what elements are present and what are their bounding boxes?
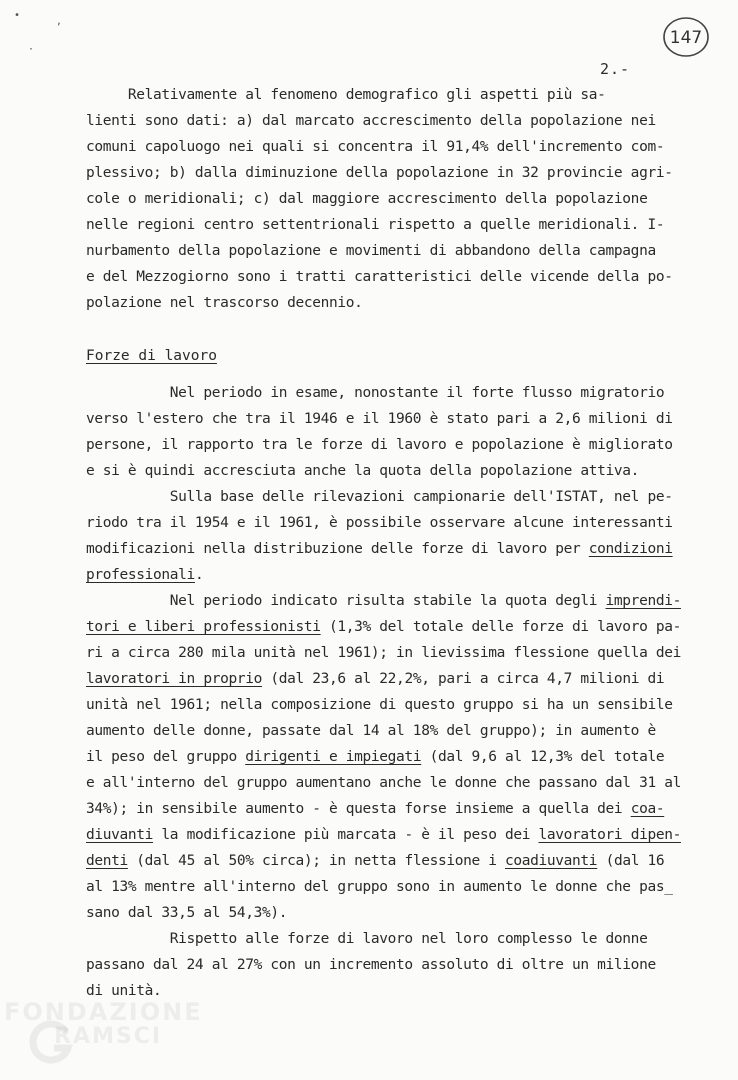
- underlined-term: diuvanti: [86, 827, 154, 843]
- text-fragment: (dal 45 al 50% circa); in netta flessione i: [127, 853, 505, 869]
- underlined-term: professionali: [86, 567, 195, 583]
- archive-page-stamp: [661, 14, 711, 60]
- watermark-text: FONDAZIONE: [4, 998, 203, 1026]
- text-fragment: il peso del gruppo: [86, 749, 246, 765]
- paper-speck: ,: [56, 16, 63, 27]
- heading-text: Forze di lavoro: [86, 348, 217, 364]
- underlined-term: condizioni: [588, 541, 673, 557]
- text-line: comuni capoluogo nei quali si concentra il 91,4% dell'incremento com-: [86, 139, 665, 155]
- text-line: passano dal 24 al 27% con un incremento assoluto di oltre un milione: [86, 957, 656, 973]
- text-line: verso l'estero che tra il 1946 e il 1960 è stato pari a 2,6 milioni di: [86, 411, 673, 427]
- text-line: cole o meridionali; c) dal maggiore accrescimento della popolazione: [86, 191, 648, 207]
- text-line: [86, 614, 706, 640]
- text-line: [86, 536, 706, 562]
- text-line: [86, 562, 706, 588]
- text-line: Relativamente al fenomeno demografico gli aspetti più sa-: [86, 87, 606, 103]
- page-number: 2.-: [600, 60, 631, 78]
- text-line: nelle regioni centro settentrionali rispetto a quelle meridionali. I-: [86, 217, 665, 233]
- paper-speck: •: [14, 10, 21, 21]
- underlined-term: lavoratori in proprio: [86, 671, 262, 687]
- text-fragment: (dal 23,6 al 22,2%, pari a circa 4,7 milioni di: [261, 671, 665, 687]
- underlined-term: coa-: [630, 801, 665, 817]
- text-line: polazione nel trascorso decennio.: [86, 295, 363, 311]
- text-fragment: 34%); in sensibile aumento - è questa forse insieme a quella dei: [86, 801, 631, 817]
- text-fragment: .: [194, 567, 204, 583]
- text-line: Rispetto alle forze di lavoro nel loro complesso le donne: [86, 931, 648, 947]
- paragraph-professional-conditions: [86, 588, 706, 926]
- text-line: [86, 796, 706, 822]
- text-fragment: (dal 9,6 al 12,3% del totale: [421, 749, 665, 765]
- text-line: e si è quindi accresciuta anche la quota della popolazione attiva.: [86, 463, 640, 479]
- text-line: al 13% mentre all'interno del gruppo sono in aumento le donne che pas_: [86, 879, 673, 895]
- paragraph-migration: [86, 380, 706, 484]
- text-line: [86, 588, 706, 614]
- underlined-term: imprendi-: [605, 593, 681, 609]
- text-line: [86, 848, 706, 874]
- text-line: lienti sono dati: a) dal marcato accrescimento della popolazione nei: [86, 113, 656, 129]
- text-fragment: la modificazione più marcata - è il peso dei: [153, 827, 539, 843]
- text-line: riodo tra il 1954 e il 1961, è possibile osservare alcune interessanti: [86, 515, 673, 531]
- text-fragment: Nel periodo indicato risulta stabile la quota degli: [86, 593, 606, 609]
- text-line: sano dal 33,5 al 54,3%).: [86, 905, 288, 921]
- paragraph-istat: [86, 484, 706, 588]
- foundation-watermark: [4, 998, 204, 1068]
- stamp-number: 147: [669, 28, 703, 48]
- text-line: Sulla base delle rilevazioni campionarie dell'ISTAT, nel pe-: [86, 489, 673, 505]
- text-line: ri a circa 280 mila unità nel 1961); in lievissima flessione quella dei: [86, 645, 681, 661]
- text-line: di unità.: [86, 983, 162, 999]
- text-fragment: modificazioni nella distribuzione delle forze di lavoro per: [86, 541, 589, 557]
- section-heading: [86, 343, 217, 369]
- text-line: e del Mezzogiorno sono i tratti caratteristici delle vicende della po-: [86, 269, 673, 285]
- text-line: aumento delle donne, passate dal 14 al 18% del gruppo); in aumento è: [86, 723, 656, 739]
- underlined-term: denti: [86, 853, 128, 869]
- text-line: unità nel 1961; nella composizione di questo gruppo si ha un sensibile: [86, 697, 673, 713]
- text-line: Nel periodo in esame, nonostante il forte flusso migratorio: [86, 385, 665, 401]
- paragraph-women-workforce: [86, 926, 706, 1004]
- underlined-term: tori e liberi professionisti: [86, 619, 321, 635]
- watermark-text: RAMSCI: [54, 1024, 163, 1049]
- text-line: nurbamento della popolazione e movimenti di abbandono della campagna: [86, 243, 656, 259]
- text-line: [86, 666, 706, 692]
- text-line: persone, il rapporto tra le forze di lavoro e popolazione è migliorato: [86, 437, 673, 453]
- text-line: [86, 822, 706, 848]
- paragraph-demography: [86, 82, 706, 316]
- text-line: e all'interno del gruppo aumentano anche le donne che passano dal 31 al: [86, 775, 681, 791]
- underlined-term: coadiuvanti: [505, 853, 598, 869]
- text-fragment: (1,3% del totale delle forze di lavoro pa-: [320, 619, 681, 635]
- underlined-term: lavoratori dipen-: [538, 827, 681, 843]
- paper-speck: ·: [28, 44, 35, 55]
- text-line: plessivo; b) dalla diminuzione della popolazione in 32 provincie agri-: [86, 165, 673, 181]
- text-line: [86, 744, 706, 770]
- text-fragment: (dal 16: [597, 853, 665, 869]
- underlined-term: dirigenti e impiegati: [245, 749, 422, 765]
